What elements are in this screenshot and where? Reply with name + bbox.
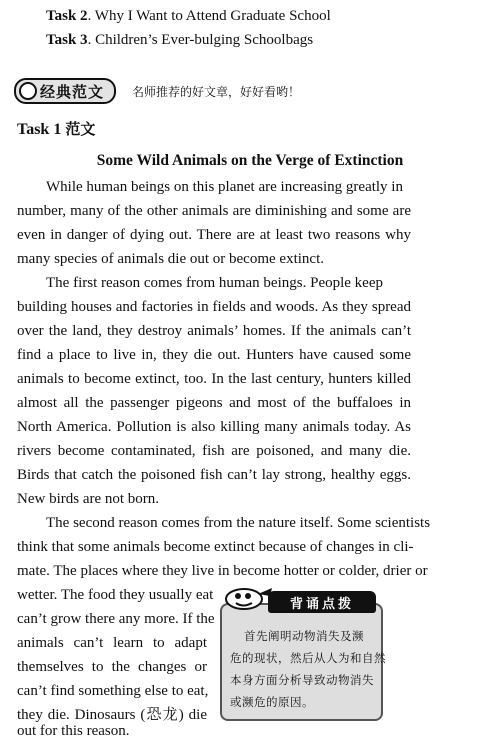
- essay-line: building houses and factories in fields and woods. As they spread: [17, 299, 411, 315]
- essay-line: can’t find something else to eat,: [17, 683, 209, 699]
- essay-line: Birds that catch the poisoned fish can’t lay strong, healthy eggs.: [17, 467, 411, 483]
- task-3-line: [46, 31, 313, 49]
- essay-line: even in danger of dying out. There are at least two reasons why: [17, 227, 411, 243]
- essay-line: almost all the passenger pigeons and most of the buffaloes in: [17, 395, 411, 411]
- section-banner: [14, 78, 300, 104]
- section-heading: [17, 118, 95, 139]
- note-line: 首先阐明动物消失及濒: [244, 629, 364, 643]
- essay-line: animals can’t learn to adapt: [17, 635, 207, 651]
- banner-subtitle: 名师推荐的好文章，好好看哟！: [132, 84, 301, 99]
- task-2-label: Task 2: [46, 8, 88, 24]
- circle-icon: [19, 82, 37, 100]
- essay-line: rivers become contaminated, fish are poisoned, and many die.: [17, 443, 411, 459]
- essay-line: North America. Pollution is also killing many animals today. As: [17, 419, 411, 435]
- note-label-tab: [268, 591, 376, 613]
- essay-line: The first reason comes from human beings. People keep: [46, 275, 383, 291]
- essay-line: New birds are not born.: [17, 491, 160, 507]
- essay-line: The second reason comes from the nature itself. Some scientists: [46, 515, 431, 531]
- essay-title: Some Wild Animals on the Verge of Extinction: [96, 152, 404, 169]
- essay-line: themselves to the changes or: [17, 659, 207, 675]
- essay-line: think that some animals become extinct because of changes in cli-: [17, 539, 414, 555]
- essay-line: mate. The places where they live in become hotter or colder, drier or: [17, 563, 428, 579]
- banner-pill: [14, 78, 116, 104]
- essay-line: find a place to live in, they die out. Hunters have caused some: [17, 347, 411, 363]
- task-2-text: . Why I Want to Attend Graduate School: [87, 8, 331, 24]
- note-line: 或濒危的原因。: [230, 695, 314, 709]
- essay-line: can’t grow there any more. If the: [17, 611, 215, 627]
- essay-line: over the land, they destroy animals’ homes. If the animals can’t: [17, 323, 411, 339]
- mascot-icon: [222, 582, 274, 612]
- essay-line: they die. Dinosaurs (恐龙) die: [17, 707, 207, 723]
- task-3-label: Task 3: [46, 32, 88, 48]
- note-label: 背诵点拨: [289, 596, 354, 612]
- section-label: Task 1: [17, 121, 62, 138]
- essay-line: wetter. The food they usually eat: [17, 587, 214, 603]
- essay-line: out for this reason.: [17, 723, 130, 739]
- note-line: 本身方面分析导致动物消失: [230, 673, 374, 687]
- note-line: 危的现状，然后从人为和自然: [230, 651, 386, 665]
- section-cn: 范文: [65, 120, 96, 138]
- essay-line: many species of animals die out or become extinct.: [17, 251, 324, 267]
- task-3-text: . Children’s Ever-bulging Schoolbags: [87, 32, 314, 48]
- essay-line: While human beings on this planet are increasing greatly in: [46, 179, 403, 195]
- banner-label: 经典范文: [40, 82, 105, 101]
- note-box: [220, 603, 386, 721]
- task-2-line: [46, 7, 331, 25]
- essay-line: number, many of the other animals are diminishing and some are: [17, 203, 411, 219]
- essay-line: animals to become extinct, too. In the last century, hunters killed: [17, 371, 411, 387]
